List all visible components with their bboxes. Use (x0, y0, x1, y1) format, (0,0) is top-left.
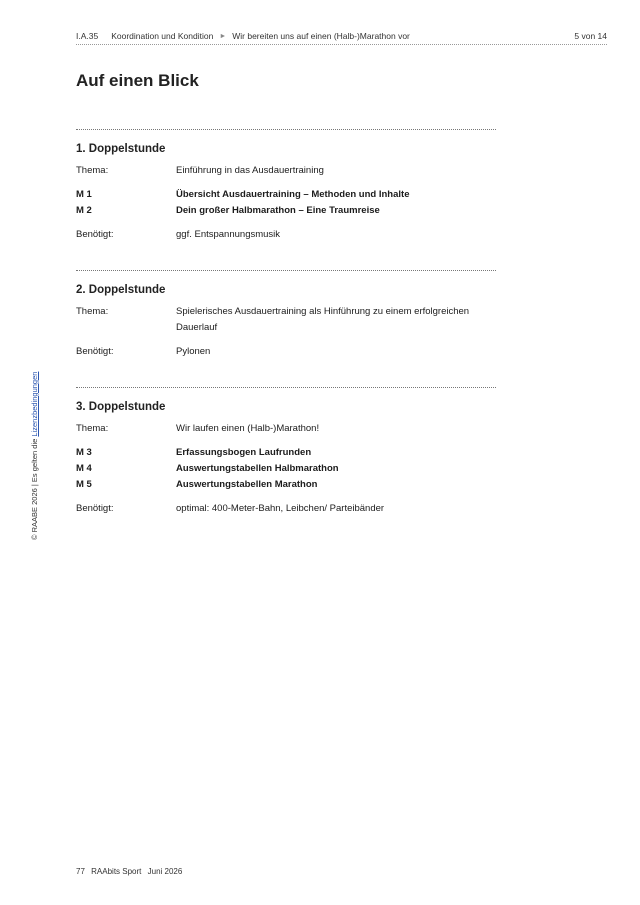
triangle-right-icon: ► (219, 32, 227, 40)
material-id: M 2 (76, 205, 92, 216)
section-1 (76, 129, 496, 243)
header-divider (76, 44, 607, 45)
material-row (76, 477, 496, 493)
material-row (76, 445, 496, 461)
page-footer (76, 867, 186, 876)
thema-row-continued (76, 320, 496, 336)
thema-label: Thema: (76, 165, 109, 176)
needed-label: Benötigt: (76, 229, 114, 240)
material-row (76, 203, 496, 219)
running-header (76, 28, 607, 44)
thema-row (76, 421, 496, 437)
section-divider (76, 387, 496, 388)
thema-row (76, 163, 496, 179)
material-row (76, 461, 496, 477)
thema-label: Thema: (76, 423, 109, 434)
thema-value: Einführung in das Ausdauertraining (176, 165, 324, 176)
section-3 (76, 387, 496, 517)
section-divider (76, 270, 496, 271)
needed-value: Pylonen (176, 346, 211, 357)
copyright-text: © RAABE 2026 | Es gelten die (30, 438, 39, 540)
section-heading: 1. Doppelstunde (76, 143, 166, 155)
material-row (76, 187, 496, 203)
unit-code: I.A.35 (76, 31, 99, 41)
material-id: M 4 (76, 463, 92, 474)
material-title: Übersicht Ausdauertraining – Methoden und Inhalte (176, 189, 410, 200)
needed-label: Benötigt: (76, 346, 114, 357)
material-title: Erfassungsbogen Laufrunden (176, 447, 312, 458)
page-title: Auf einen Blick (76, 71, 199, 90)
material-title: Auswertungstabellen Halbmarathon (176, 463, 339, 474)
section-heading: 2. Doppelstunde (76, 284, 166, 296)
publication-name: RAAbits Sport (91, 867, 142, 876)
needed-row (76, 344, 496, 360)
page-number: 5 von 14 (574, 31, 607, 41)
material-id: M 3 (76, 447, 92, 458)
needed-value: optimal: 400-Meter-Bahn, Leibchen/ Parteibänder (176, 503, 385, 514)
material-id: M 5 (76, 479, 92, 490)
material-title: Dein großer Halbmarathon – Eine Traumreise (176, 205, 380, 216)
needed-value: ggf. Entspannungsmusik (176, 229, 281, 240)
thema-value-line: Dauerlauf (176, 322, 218, 333)
thema-label: Thema: (76, 306, 109, 317)
section-name: Koordination und Kondition (111, 31, 214, 41)
section-divider (76, 129, 496, 130)
thema-value-line: Spielerisches Ausdauertraining als Hinführung zu einem erfolgreichen (176, 306, 470, 317)
thema-row (76, 304, 496, 320)
license-link[interactable]: Lizenzbedingungen (30, 371, 39, 437)
topic-title: Wir bereiten uns auf einen (Halb-)Marathon vor (232, 31, 410, 41)
issue-number: 77 (76, 867, 85, 876)
section-heading: 3. Doppelstunde (76, 401, 166, 413)
copyright-sidebar (30, 372, 39, 540)
section-2 (76, 270, 496, 360)
material-title: Auswertungstabellen Marathon (176, 479, 318, 490)
needed-label: Benötigt: (76, 503, 114, 514)
issue-date: Juni 2026 (147, 867, 183, 876)
material-id: M 1 (76, 189, 92, 200)
needed-row (76, 501, 496, 517)
needed-row (76, 227, 496, 243)
thema-value: Wir laufen einen (Halb-)Marathon! (176, 423, 320, 434)
